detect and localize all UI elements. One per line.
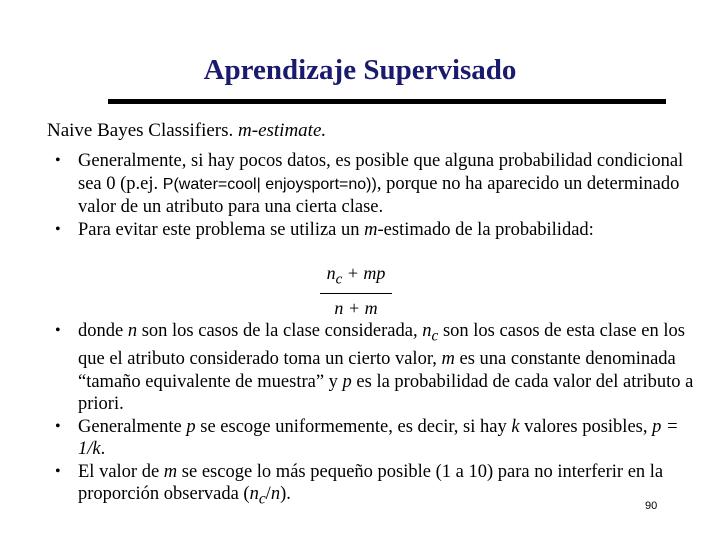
bullet-symbol: •: [55, 462, 61, 480]
formula-denominator: n + m: [334, 297, 378, 318]
bullet-item: • Generalmente p se escoge uniformemente, es decir, si hay k valores posibles, p = 1/k.: [55, 416, 679, 460]
bullet-text: Generalmente, si hay pocos datos, es posible que alguna probabilidad condicional sea 0 (p.ej.: [78, 151, 684, 194]
bullet-symbol: •: [55, 152, 61, 169]
bullet-item: • El valor de m se escoge lo más pequeño posible (1 a 10) para no interferir en la proporción observada $(n_c/n)$.: [55, 461, 664, 508]
subtitle-text: Naive Bayes Classifiers.: [47, 120, 239, 141]
bullet-symbol: •: [55, 322, 61, 339]
slide-title: Aprendizaje Supervisado: [203, 54, 517, 86]
bullet-text: -estimado de la probabilidad:: [377, 219, 594, 240]
page-number: 90: [645, 500, 658, 512]
bullet-code: P(water=cool| enjoysport=no)): [162, 175, 377, 193]
formula-fraction-bar: [320, 293, 392, 294]
bullet-item: [55, 219, 705, 242]
bullet-list-top: [55, 150, 705, 241]
slide-subtitle: [47, 120, 326, 142]
bullet-text: , porque no ha aparecido un determinado valor de un atributo para una cierta clase.: [78, 173, 680, 217]
bullet-symbol: •: [55, 220, 61, 238]
title-divider: [108, 99, 666, 104]
bullet-list-bottom: [55, 320, 705, 511]
subtitle-emphasis: m-estimate.: [238, 120, 327, 141]
bullet-text: Para evitar este problema se utiliza un: [78, 219, 365, 240]
bullet-symbol: •: [55, 417, 61, 435]
bullet-item: • donde n son los casos de la clase considerada, $n_c$ son los casos de esta clase en los que el atributo considerado toma un cierto valor, m es una constante denominada “tamaño equivalente de muestra” y p es la probabilidad de cada valor del atributo a priori.: [55, 321, 694, 415]
m-estimate-formula: [320, 263, 392, 319]
formula-numerator: $n_c$ + mp: [326, 263, 386, 288]
bullet-item: [55, 150, 705, 219]
bullet-italic: m: [364, 219, 378, 240]
